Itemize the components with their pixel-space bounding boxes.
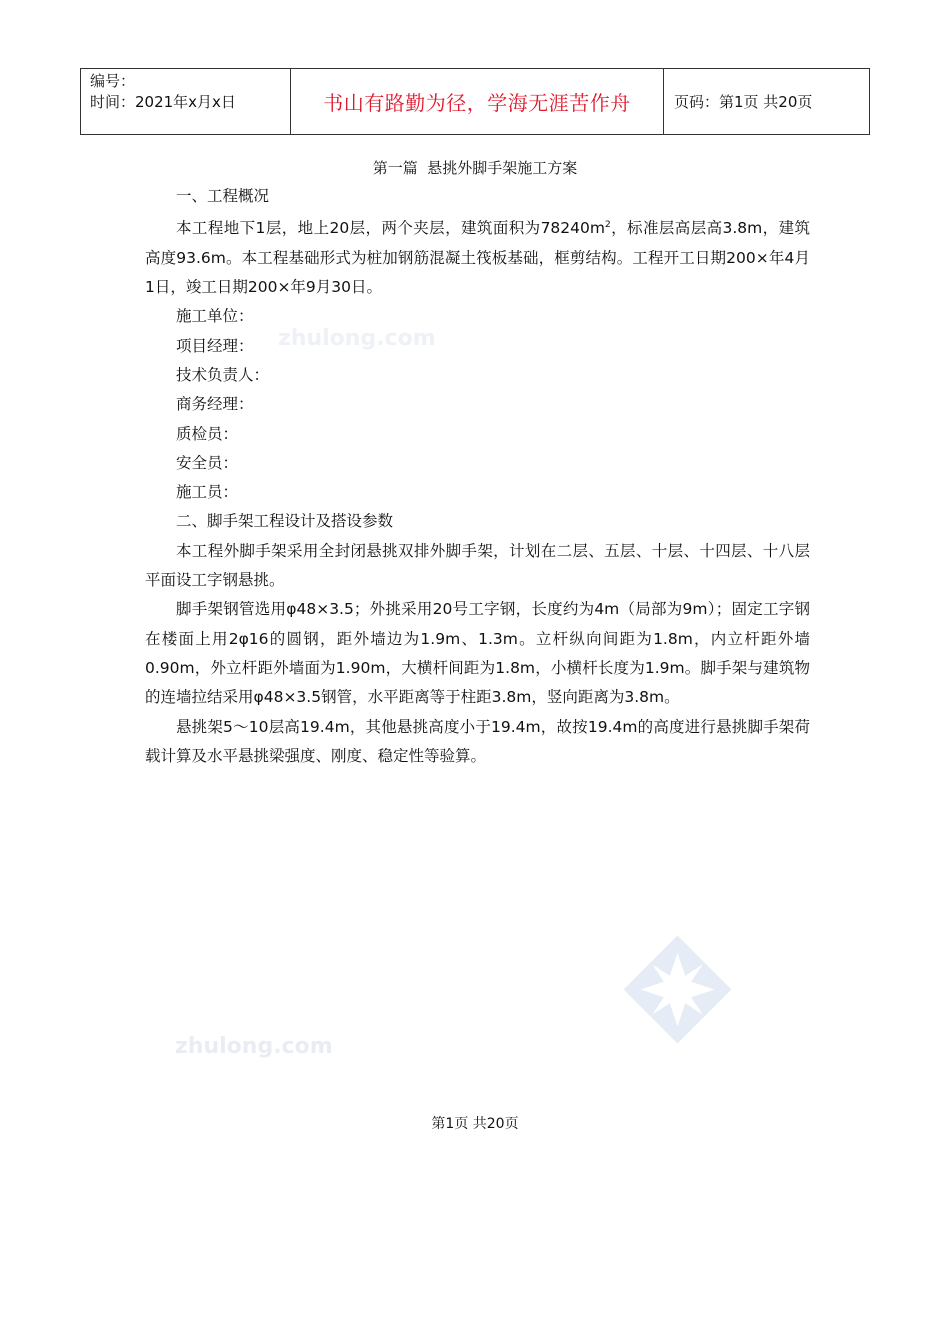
field-quality-inspector: 质检员：	[176, 424, 239, 443]
field-construction-unit: 施工单位：	[176, 307, 254, 326]
serial-number-label: 编号：	[90, 72, 136, 90]
watermark-text: zhulong.com	[278, 326, 436, 351]
section2-paragraph-1: 本工程外脚手架采用全封闭悬挑双排外脚手架，计划在二层、五层、十层、十四层、十八层平面设工字钢悬挑。	[145, 541, 810, 590]
watermark-logo-icon	[620, 932, 735, 1047]
document-title: 第一篇 悬挑外脚手架施工方案	[372, 159, 578, 177]
section1-heading: 一、工程概况	[176, 187, 270, 205]
area-unit-superscript: 2	[604, 220, 611, 231]
header-table	[80, 68, 870, 135]
section2-paragraph-3: 悬挑架5～10层高19.4m，其他悬挑高度小于19.4m，故按19.4m的高度进行悬挑脚手架荷载计算及水平悬挑梁强度、刚度、稳定性等验算。	[145, 717, 810, 765]
header-page-cell	[664, 69, 870, 135]
field-safety-officer: 安全员：	[176, 453, 239, 472]
date-label: 时间：2021年x月x日	[90, 93, 236, 111]
header-info-cell	[81, 69, 291, 135]
section2-paragraph-2: 脚手架钢管选用φ48×3.5；外挑采用20号工字钢，长度约为4m（局部为9m）；固定工字钢在楼面上用2φ16的圆钢，距外墙边为1.9m、1.3m。立杆纵向间距为1.8m，内立杆距外墙0.90m，外立杆距外墙面为1.90m，大横杆间距为1.8m，小横杆长度为1.9m。脚手架与建筑物的连墙拉结采用φ48×3.5钢管，水平距离等于柱距3.8m，竖向距离为3.8m。	[145, 600, 810, 707]
section1-paragraph	[145, 211, 810, 302]
watermark-text: zhulong.com	[175, 1034, 333, 1059]
field-business-manager: 商务经理：	[176, 395, 254, 414]
document-body	[145, 182, 810, 771]
field-technical-lead: 技术负责人：	[176, 365, 270, 384]
header-motto-cell	[291, 69, 664, 135]
page-number-label: 页码：第1页 共20页	[674, 93, 813, 111]
field-constructor: 施工员：	[176, 483, 239, 502]
para1-text-b: ，标准层高层高3.8m，建筑高度93.6m。本工程基础形式为桩加钢筋混凝土筏板基础，框剪结构。工程开工日期200×年4月1日，竣工日期200×年9月30日。	[145, 219, 811, 297]
motto-text: 书山有路勤为径，学海无涯苦作舟	[323, 91, 631, 115]
section2-heading: 二、脚手架工程设计及搭设参数	[176, 512, 394, 531]
page-footer: 第1页 共20页	[431, 1116, 519, 1132]
field-project-manager: 项目经理：	[176, 336, 254, 355]
para1-text-a: 本工程地下1层，地上20层，两个夹层，建筑面积为78240m	[176, 219, 605, 238]
